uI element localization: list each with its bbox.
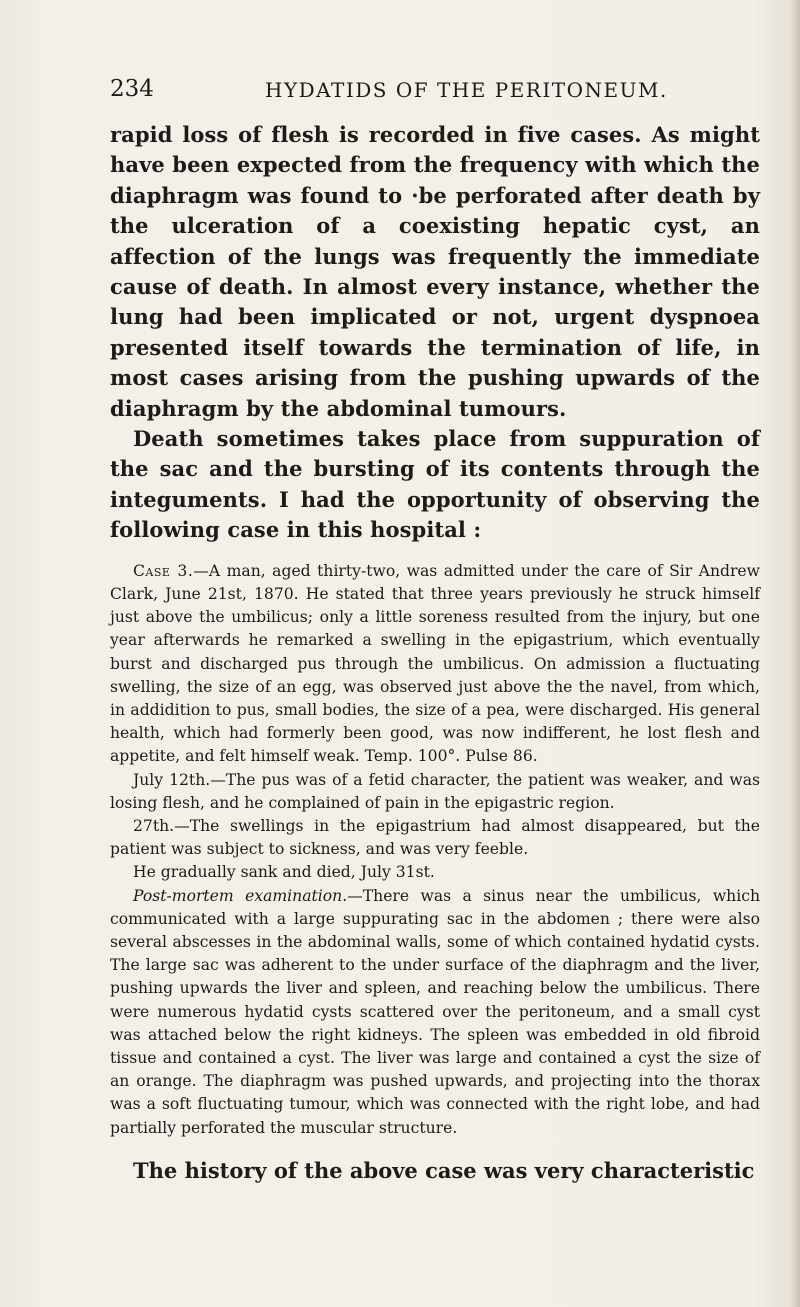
postmortem-label: Post-mortem examination.	[133, 886, 348, 905]
closing-text	[110, 1156, 760, 1186]
intro-paragraph-1: rapid loss of flesh is recorded in five cases. As might have been expected from the frequency with which the diaphragm was found to ·be perforated after death by the ulceration of a coexisting hepatic cyst, an affection of the lungs was frequently the immediate cause of death. In almost every instance, whether the lung had been implicated or not, urgent dyspnoea presented itself towards the termination of life, in most cases arising from the pushing upwards of the diaphragm by the abdominal tumours.	[110, 122, 760, 421]
case-note-july-12: July 12th.—The pus was of a fetid character, the patient was weaker, and was losing flesh, and he complained of pain in the epigastric region.	[110, 770, 760, 812]
case-note-death: He gradually sank and died, July 31st.	[133, 863, 435, 882]
page-edge-shadow	[790, 0, 800, 1307]
page-body	[110, 120, 760, 1186]
postmortem-paragraph	[110, 885, 760, 1140]
case-note-27th: 27th.—The swellings in the epigastrium had almost disappeared, but the patient was subject to sickness, and was very feeble.	[110, 816, 760, 859]
running-head: HYDATIDS OF THE PERITONEUM.	[265, 78, 668, 102]
case-paragraph	[110, 560, 760, 769]
case-label: Case 3.	[133, 561, 194, 580]
page-header	[110, 74, 760, 104]
closing-paragraph: The history of the above case was very characteristic	[133, 1157, 755, 1183]
case-report	[110, 560, 760, 1140]
intro-paragraph-2: Death sometimes takes place from suppuration of the sac and the bursting of its contents through the integuments. I had the opportunity of observing the following case in this hospital :	[110, 426, 760, 543]
case-text: —A man, aged thirty-two, was admitted under the care of Sir Andrew Clark, June 21st, 1870. He stated that three years previously he struck himself just above the umbilicus; only a little soreness resulted from the injury, but one year afterwards he remarked a swelling in the epigastrium, which eventually burst and discharged pus through the umbilicus. On admission a fluctuating swelling, the size of an egg, was observed just above the the navel, from which, in addidition to pus, small bodies, the size of a pea, were discharged. His general health, which had formerly been good, was now indifferent, he lost flesh and appetite, and felt himself weak. Temp. 100°. Pulse 86.	[110, 561, 760, 766]
intro-text	[110, 120, 760, 546]
postmortem-text: —There was a sinus near the umbilicus, which communicated with a large suppurating sac in the abdomen ; there were also several abscesses in the abdominal walls, some of which contained hydatid cysts. The large sac was adherent to the under surface of the diaphragm and the liver, pushing upwards the liver and spleen, and reaching below the umbilicus. There were numerous hydatid cysts scattered over the peritoneum, and a small cyst was attached below the right kidneys. The spleen was embedded in old fibroid tissue and contained a cyst. The liver was large and contained a cyst the size of an orange. The diaphragm was pushed upwards, and projecting into the thorax was a soft fluctuating tumour, which was connected with the right lobe, and had partially perforated the muscular structure.	[110, 886, 760, 1137]
page-number: 234	[110, 76, 154, 102]
